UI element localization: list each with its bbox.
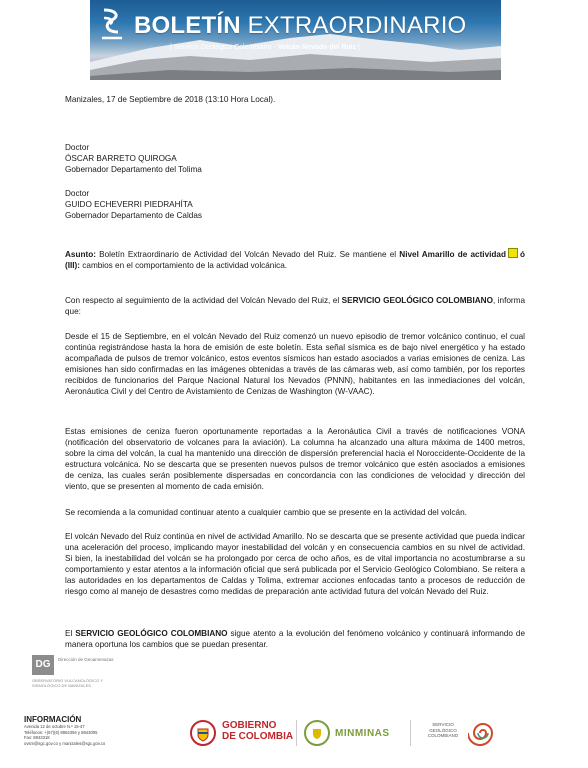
yellow-level-square-icon — [508, 248, 518, 258]
subject — [65, 248, 525, 271]
subject-text-2: cambios en el comportamiento de la actividad volcánica. — [80, 261, 288, 271]
info-address: Avenida 12 de octubre N.º 15-47 — [24, 724, 85, 729]
subtitle-org: | Servicio Geológico Colombiano - — [170, 44, 278, 51]
recipient-2-title: Doctor — [65, 189, 90, 198]
intro-org: SERVICIO GEOLÓGICO COLOMBIANO — [341, 296, 493, 305]
info-title: INFORMACIÓN — [24, 715, 82, 724]
title-rest: EXTRAORDINARIO — [240, 12, 467, 39]
subject-level: Nivel Amarillo de actividad — [399, 250, 506, 259]
subject-level-symbol: ó (III): — [65, 250, 525, 271]
subtitle-end: | — [356, 44, 360, 51]
banner-subtitle — [170, 44, 360, 51]
gobierno-line-1: GOBIERNO — [222, 720, 277, 731]
page-title — [134, 12, 466, 40]
subject-text-1: Boletín Extraordinario de Actividad del Volcán Nevado del Ruiz. Se mantiene el — [95, 250, 400, 259]
paragraph-4: El volcán Nevado del Ruiz continúa en nivel de actividad Amarillo. No se descarta que se presente actividad que pueda indicar una aceleración del proceso, implicando mayor inestabilidad del volcán y en consecuencia cambios en su nivel de actividad. Si bien, la inestabilidad del volcán se ha prolongado por cerca de ocho años, es de vital importancia no acostumbrarse a su comportamiento y estar atentos a la información oficial que será publicada por el Servicio Geológico Colombiano. Se reitera a las autoridades en los departamentos de Caldas y Tolima, extremar acciones enfocadas tanto a procesos de reducción de riesgo como al manejo de desastres como medidas de preparación ante actividad futura del volcán Nevado del Ruiz. — [65, 532, 525, 597]
intro-paragraph — [65, 295, 525, 317]
info-phones: Teléfonos: +(57)(6) 8864394 y 8843005 — [24, 729, 98, 735]
sgc-spiral-icon — [468, 718, 498, 748]
paragraph-3: Se recomienda a la comunidad continuar atento a cualquier cambio que se presente en la actividad del volcán. — [65, 508, 467, 517]
dg-logo-under-text: OBSERVATORIO VULCANOLÓGICO Y SISMOLÓGICO DE MANIZALES — [32, 678, 103, 688]
recipient-2-role: Gobernador Departamento de Caldas — [65, 211, 202, 221]
paragraph-1: Desde el 15 de Septiembre, en el volcán Nevado del Ruiz comenzó un nuevo episodio de tremor volcánico continuo, el cual continúa registrándose hasta la hora de emisión de este boletín. Esta señal sísmica es de bajo nivel energético y ha estado acompañada de pulsos de tremor volcánico, estos eventos sísmicos han estado asociados a varias emisiones de ceniza. Las emisiones han sido confirmadas en las imágenes obtenidas a través de las cámaras web, así como también, por los reportes recibidos de funcionarios del Parque Nacional Natural los Nevados (PNNN), habitantes en las inmediaciones del volcán, Aeronáutica Civil y del Centro de Avistamiento de Cenizas de Washington (W-VAAC). — [65, 332, 525, 397]
intro-text-2: , informa que: — [65, 296, 525, 317]
subtitle-volcano: Volcán Nevado del Ruiz — [277, 44, 357, 51]
intro-text-1: Con respecto al seguimiento de la actividad del Volcán Nevado del Ruiz, el — [65, 296, 342, 305]
closing-text-2: sigue atento a la evolución del fenómeno volcánico y continuará informando de manera oportuna los cambios que se puedan presentar. — [65, 629, 525, 650]
footer-divider — [410, 720, 411, 746]
sgc-logo-icon — [98, 6, 126, 46]
sgc-line-3: COLOMBIANO — [427, 733, 459, 738]
header-banner — [90, 0, 501, 80]
closing-paragraph — [65, 628, 525, 650]
recipient-1 — [65, 142, 525, 175]
dg-logo-mark: DG — [32, 655, 54, 675]
dg-logo — [32, 655, 122, 695]
colombia-coat-of-arms-icon — [190, 720, 216, 746]
paragraph-2: Estas emisiones de ceniza fueron oportunamente reportadas a la Aeronáutica Civil a través de notificaciones VONA (notificación del observatorio de volcanes para la aviación). La columna ha alcanzado una altura máxima de 1400 metros, sobre la cima del volcán, la cual ha mantenido una dirección de dispersión preferencial hacia el Noroccidente-Occidente de la estructura volcánica. No se descarta que se presenten nuevos pulsos de tremor volcánico que estén asociados a emisiones de ceniza, las cuales serán posiblemente dispersadas en concordancia con las condiciones de velocidad y dirección del viento, que se presenten al momento de cada emisión. — [65, 427, 525, 492]
closing-text-1: El — [65, 629, 76, 638]
gobierno-line-2: DE COLOMBIA — [222, 731, 294, 742]
closing-org: SERVICIO GEOLÓGICO COLOMBIANO — [75, 629, 228, 638]
sgc-line-2: GEOLÓGICO — [429, 727, 457, 733]
date-line: Manizales, 17 de Septiembre de 2018 (13:10 Hora Local). — [65, 95, 276, 104]
recipient-1-name: ÓSCAR BARRETO QUIROGA — [65, 154, 177, 164]
recipient-1-role: Gobernador Departamento del Tolima — [65, 165, 202, 175]
sgc-line-1: SERVICIO — [432, 722, 454, 727]
footer-info — [24, 715, 174, 746]
subject-label: Asunto: — [65, 250, 96, 259]
recipient-2 — [65, 188, 525, 221]
title-bold: BOLETÍN — [134, 12, 241, 39]
footer-divider — [296, 720, 297, 746]
recipient-1-title: Doctor — [65, 143, 90, 152]
gobierno-de-colombia-logo — [222, 720, 293, 742]
recipient-2-name: GUIDO ECHEVERRI PIEDRAHÍTA — [65, 200, 193, 210]
info-fax: Fax: 8843318 — [24, 735, 50, 740]
info-emails: ovsm@sgc.gov.co y manizales@sgc.gov.co — [24, 740, 106, 746]
minminas-logo: MINMINAS — [335, 728, 390, 739]
sgc-footer-logo-text — [420, 722, 466, 739]
minminas-seal-icon — [304, 720, 330, 746]
dg-logo-side-text: Dirección de Geoamenazas — [58, 657, 114, 662]
